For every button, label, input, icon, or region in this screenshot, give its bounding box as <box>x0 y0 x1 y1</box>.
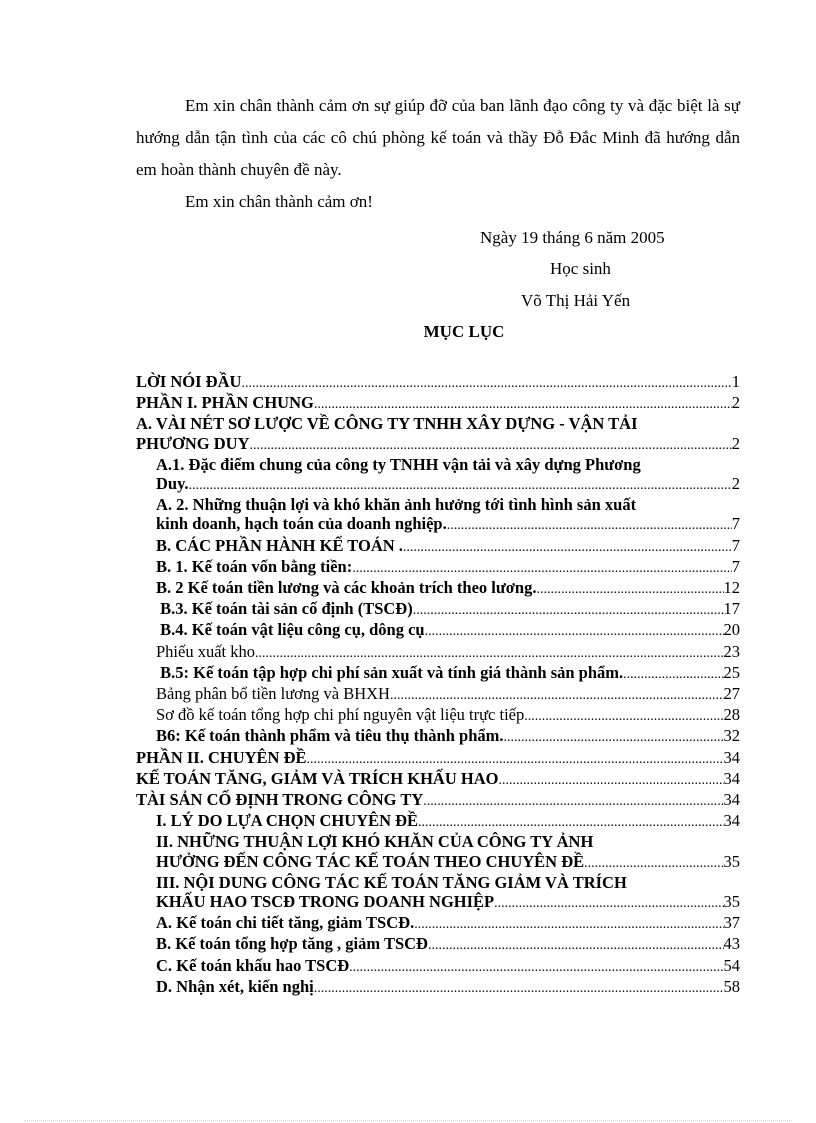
toc-entry-title: B. 2 Kế toán tiền lương và các khoản trích theo lương. <box>156 578 537 598</box>
toc-page-number: 25 <box>723 662 740 682</box>
toc-entry[interactable] <box>136 414 740 454</box>
toc-entry-title-cont: PHƯƠNG DUY <box>136 433 250 453</box>
toc-entry[interactable] <box>136 393 740 414</box>
toc-entry-title: B. CÁC PHẦN HÀNH KẾ TOÁN . <box>156 535 403 555</box>
toc-entry[interactable] <box>156 642 740 663</box>
toc-entry-title: A. 2. Những thuận lợi và khó khăn ảnh hưởng tới tình hình sản xuất <box>156 495 637 515</box>
toc-entry[interactable] <box>156 977 740 998</box>
toc-entry[interactable] <box>136 748 740 769</box>
toc-entry[interactable] <box>156 495 740 535</box>
toc-leader <box>314 979 724 998</box>
toc-leader <box>349 958 723 977</box>
toc-page-number: 34 <box>723 790 740 810</box>
toc-page-number: 43 <box>723 934 740 954</box>
toc-entry[interactable] <box>156 832 740 872</box>
signature-name: Võ Thị Hải Yến <box>521 291 631 310</box>
toc-leader <box>447 516 732 535</box>
signature-date: Ngày 19 tháng 6 năm 2005 <box>480 228 665 247</box>
toc-page-number: 7 <box>731 535 740 555</box>
toc-leader <box>241 374 731 393</box>
toc-entry-title: B.3. Kế toán tài sản cố định (TSCĐ) <box>156 599 413 619</box>
toc-entry[interactable] <box>136 790 740 811</box>
toc-page-number: 2 <box>731 393 740 413</box>
toc-entry-title: C. Kế toán khấu hao TSCĐ <box>156 955 350 975</box>
toc-entry-title: TÀI SẢN CỐ ĐỊNH TRONG CÔNG TY <box>136 790 424 810</box>
toc-leader <box>403 538 732 557</box>
toc-entry[interactable] <box>156 913 740 934</box>
toc-entry-title: LỜI NÓI ĐẦU <box>136 372 242 391</box>
toc-leader <box>255 644 724 663</box>
toc-entry-title: Phiếu xuất kho <box>156 641 255 661</box>
toc-entry[interactable] <box>136 769 740 790</box>
toc-page-number: 7 <box>731 514 740 534</box>
toc-leader <box>498 771 723 790</box>
toc-entry[interactable] <box>156 455 740 495</box>
toc-title: MỤC LỤC <box>423 322 505 341</box>
toc-page-number: 32 <box>723 726 740 746</box>
toc-leader <box>307 750 724 769</box>
toc-entry-title-cont: kinh doanh, hạch toán của doanh nghiệp. <box>156 514 447 534</box>
toc-leader <box>390 686 724 705</box>
toc-entry-title: III. NỘI DUNG CÔNG TÁC KẾ TOÁN TĂNG GIẢM VÀ TRÍCH <box>156 872 627 892</box>
toc-entry[interactable] <box>156 873 740 913</box>
toc-page-number: 27 <box>723 684 740 704</box>
toc-page-number: 35 <box>723 851 740 871</box>
toc-page-number: 35 <box>723 892 740 912</box>
toc-entry[interactable] <box>156 578 740 599</box>
toc-entry[interactable] <box>156 557 740 578</box>
toc-entry-title: A. Kế toán chi tiết tăng, giảm TSCĐ. <box>156 913 415 933</box>
toc-entry-title: A. VÀI NÉT SƠ LƯỢC VỀ CÔNG TY TNHH XÂY DỰNG - VẬN TẢI <box>136 414 638 434</box>
toc-leader <box>504 728 724 747</box>
toc-leader <box>314 395 732 414</box>
toc-entry[interactable] <box>156 726 740 747</box>
toc-page-number: 28 <box>723 705 740 725</box>
toc-entry-title: PHẦN II. CHUYÊN ĐỀ <box>136 747 307 767</box>
toc-entry-title: KẾ TOÁN TĂNG, GIẢM VÀ TRÍCH KHẤU HAO <box>136 768 499 788</box>
toc-entry-title: B. Kế toán tổng hợp tăng , giảm TSCĐ <box>156 934 428 954</box>
toc-entry-title-cont: Duy. <box>156 474 189 494</box>
toc-entry-title: B. 1. Kế toán vốn bằng tiền: <box>156 556 353 576</box>
toc-page-number: 1 <box>731 372 740 391</box>
toc-entry[interactable] <box>156 705 740 726</box>
toc-entry-title: B.5: Kế toán tập hợp chi phí sản xuất và tính giá thành sản phẩm. <box>156 662 624 682</box>
toc-leader <box>418 813 723 832</box>
toc-page-number: 54 <box>723 955 740 975</box>
toc-leader <box>250 436 732 455</box>
toc-leader <box>189 476 732 495</box>
toc-page-number: 23 <box>723 641 740 661</box>
toc-entry-title: PHẦN I. PHẦN CHUNG <box>136 393 314 413</box>
toc-leader <box>524 707 723 726</box>
toc-page-number: 12 <box>723 578 740 598</box>
toc-leader <box>623 665 723 684</box>
toc-page-number: 17 <box>723 599 740 619</box>
signature-role: Học sinh <box>550 259 611 278</box>
toc-page-number: 37 <box>723 913 740 933</box>
thanks-paragraph: Em xin chân thành cảm ơn! <box>185 192 373 211</box>
toc-entry-title: B6: Kế toán thành phẩm và tiêu thụ thành phẩm. <box>156 726 504 746</box>
toc-entry-title-cont: HƯỞNG ĐẾN CÔNG TÁC KẾ TOÁN THEO CHUYÊN ĐỀ <box>156 851 585 871</box>
toc-entry[interactable] <box>136 372 740 393</box>
page-footer-divider <box>24 1120 792 1121</box>
toc-entry-title: D. Nhận xét, kiến nghị <box>156 976 314 996</box>
toc-entry-title: II. NHỮNG THUẬN LỢI KHÓ KHĂN CỦA CÔNG TY ẢNH <box>156 832 594 852</box>
toc-entry[interactable] <box>156 620 740 641</box>
toc-entry-title-cont: KHẤU HAO TSCĐ TRONG DOANH NGHIỆP <box>156 892 495 912</box>
toc-page-number: 2 <box>731 474 740 494</box>
toc-leader <box>494 894 723 913</box>
toc-entry-title: Sơ đồ kế toán tổng hợp chi phí nguyên vật liệu trực tiếp <box>156 705 525 725</box>
toc-leader <box>425 622 724 641</box>
toc-entry-title: B.4. Kế toán vật liệu công cụ, dông cụ <box>156 620 425 640</box>
toc-leader <box>414 915 723 934</box>
toc-page-number: 34 <box>723 768 740 788</box>
acknowledgement-paragraph: Em xin chân thành cảm ơn sự giúp đỡ của ban lãnh đạo công ty và đặc biệt là sự hướng dẫn tận tình của các cô chú phòng kế toán và thầy Đỗ Đắc Minh đã hướng dẫn em hoàn thành chuyên đề này. <box>136 96 740 179</box>
toc-leader <box>352 559 732 578</box>
toc-page-number: 34 <box>723 747 740 767</box>
toc-leader <box>536 580 723 599</box>
toc-page-number: 7 <box>731 556 740 576</box>
toc-entry[interactable] <box>156 684 740 705</box>
table-of-contents <box>136 372 740 998</box>
toc-leader <box>413 601 724 620</box>
toc-page-number: 34 <box>723 811 740 831</box>
toc-entry-title: A.1. Đặc điểm chung của công ty TNHH vận tải và xây dựng Phương <box>156 454 641 474</box>
toc-page-number: 20 <box>723 620 740 640</box>
toc-entry[interactable] <box>156 599 740 620</box>
toc-leader <box>428 936 724 955</box>
toc-entry[interactable] <box>156 811 740 832</box>
toc-page-number: 58 <box>723 976 740 996</box>
toc-entry-title: I. LÝ DO LỰA CHỌN CHUYÊN ĐỀ <box>156 811 419 831</box>
toc-leader <box>584 854 723 873</box>
toc-leader <box>423 792 723 811</box>
toc-entry[interactable] <box>156 536 740 557</box>
toc-entry[interactable] <box>156 956 740 977</box>
toc-entry-title: Bảng phân bổ tiền lương và BHXH <box>156 684 390 704</box>
toc-entry[interactable] <box>156 934 740 955</box>
toc-page-number: 2 <box>731 433 740 453</box>
toc-entry[interactable] <box>156 663 740 684</box>
